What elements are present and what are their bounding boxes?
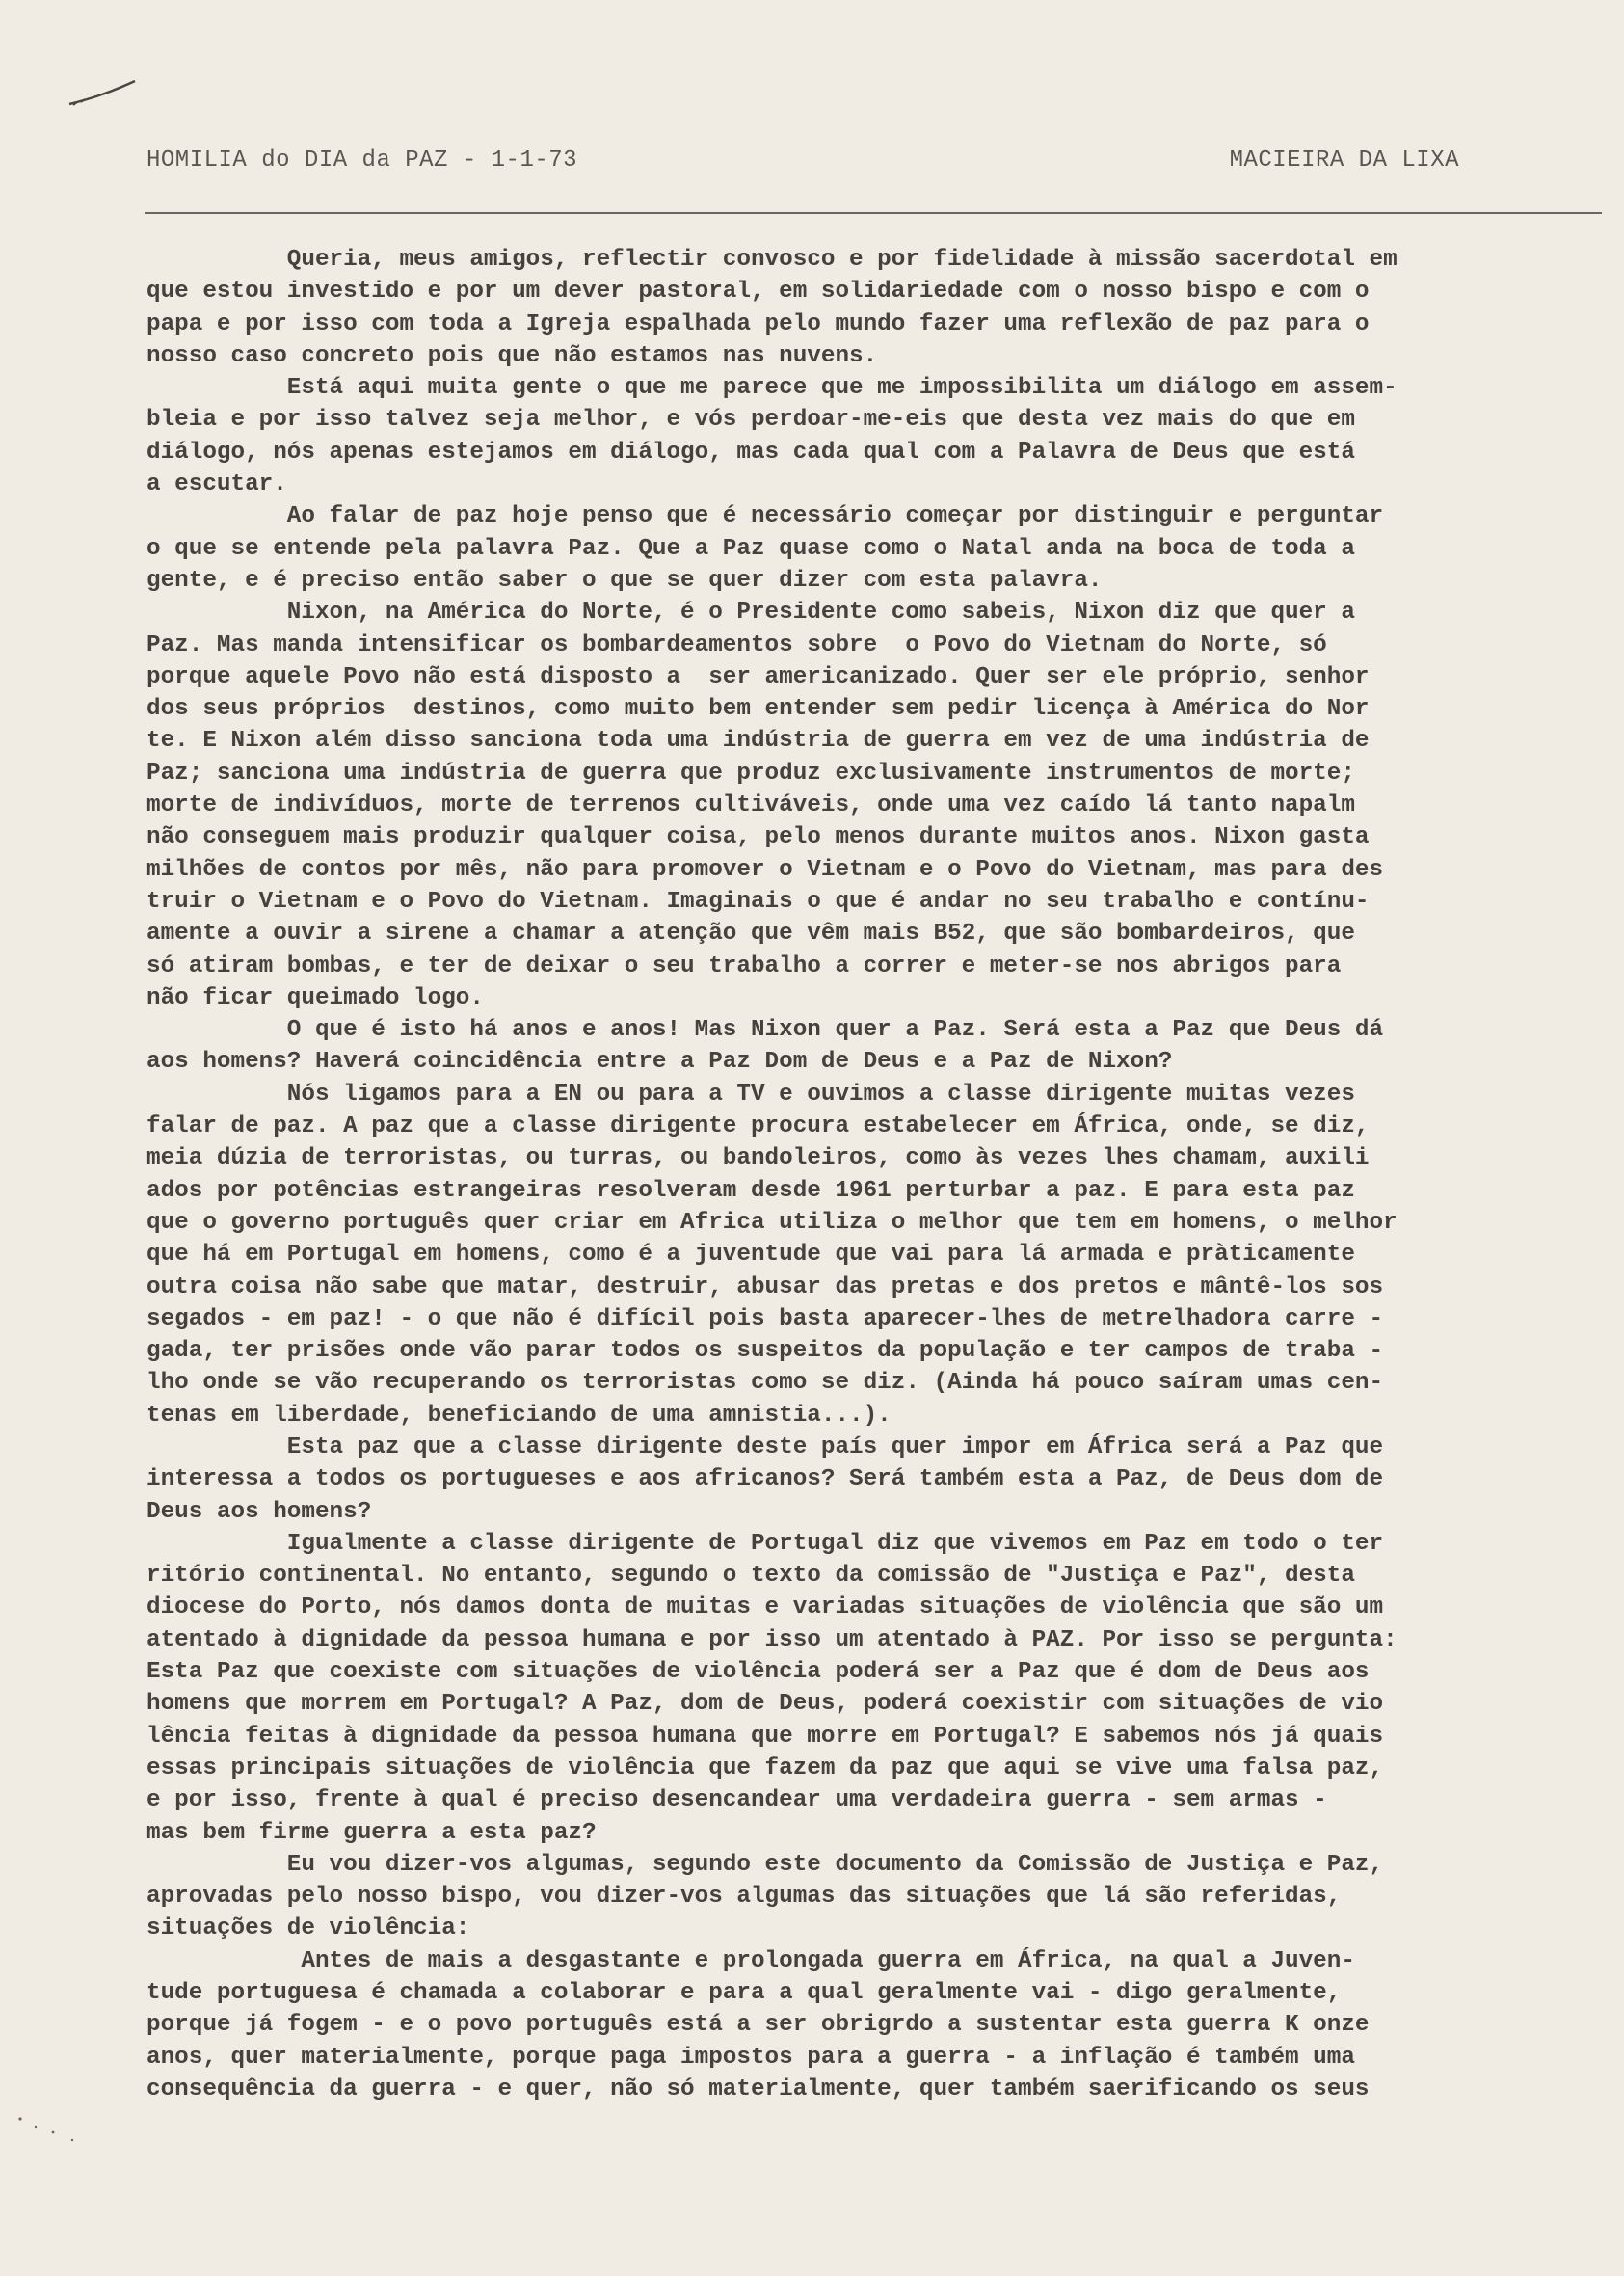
text-line: Esta paz que a classe dirigente deste país quer impor em África será a Paz que — [146, 1433, 1384, 1460]
text-line: aos homens? Haverá coincidência entre a Paz Dom de Deus e a Paz de Nixon? — [146, 1049, 1173, 1076]
text-line: dos seus próprios destinos, como muito bem entender sem pedir licença à América do Nor — [146, 696, 1370, 723]
text-line: atentado à dignidade da pessoa humana e por isso um atentado à PAZ. Por isso se pergunta: — [146, 1626, 1398, 1653]
text-line: Está aqui muita gente o que me parece que me impossibilita um diálogo em assem- — [146, 375, 1398, 402]
text-line: Ao falar de paz hoje penso que é necessário começar por distinguir e perguntar — [146, 503, 1384, 530]
text-line: Queria, meus amigos, reflectir convosco e por fidelidade à missão sacerdotal em — [146, 247, 1398, 273]
text-line: lho onde se vão recuperando os terroristas como se diz. (Ainda há pouco saíram umas cen- — [146, 1370, 1384, 1397]
text-line: não ficar queimado logo. — [146, 984, 484, 1011]
text-line: milhões de contos por mês, não para promover o Vietnam e o Povo do Vietnam, mas para des — [146, 856, 1384, 883]
homily-title: HOMILIA do DIA da PAZ - 1-1-73 — [146, 147, 578, 174]
pen-mark-icon — [67, 75, 145, 114]
text-line: tenas em liberdade, beneficiando de uma amnistia...). — [146, 1402, 892, 1429]
text-line: essas principais situações de violência que fazem da paz que aqui se vive uma falsa paz, — [146, 1754, 1384, 1781]
text-line: morte de indivíduos, morte de terrenos cultiváveis, onde uma vez caído lá tanto napalm — [146, 792, 1355, 819]
text-line: mas bem firme guerra a esta paz? — [146, 1819, 597, 1846]
text-line: falar de paz. A paz que a classe dirigente procura estabelecer em África, onde, se diz, — [146, 1113, 1370, 1140]
text-line: Deus aos homens? — [146, 1498, 372, 1525]
text-line: a escutar. — [146, 471, 287, 498]
text-line: homens que morrem em Portugal? A Paz, dom de Deus, poderá coexistir com situações de vio — [146, 1691, 1384, 1718]
text-line: Igualmente a classe dirigente de Portugal diz que vivemos em Paz em todo o ter — [146, 1530, 1384, 1557]
text-line: que o governo português quer criar em Africa utiliza o melhor que tem em homens, o melhor — [146, 1209, 1398, 1236]
text-line: anos, quer materialmente, porque paga impostos para a guerra - a inflação é também uma — [146, 2044, 1355, 2071]
text-line: não conseguem mais produzir qualquer coisa, pelo menos durante muitos anos. Nixon gasta — [146, 824, 1370, 851]
header-divider — [145, 212, 1602, 214]
text-line: ados por potências estrangeiras resolveram desde 1961 perturbar a paz. E para esta paz — [146, 1177, 1355, 1204]
text-line: diocese do Porto, nós damos donta de muitas e variadas situações de violência que são um — [146, 1594, 1384, 1621]
homily-body — [146, 244, 1544, 2105]
text-line: consequência da guerra - e quer, não só materialmente, quer também saerificando os seus — [146, 2075, 1370, 2102]
text-line: só atiram bombas, e ter de deixar o seu trabalho a correr e meter-se nos abrigos para — [146, 952, 1342, 979]
text-line: e por isso, frente à qual é preciso desencandear uma verdadeira guerra - sem armas - — [146, 1787, 1327, 1814]
text-line: bleia e por isso talvez seja melhor, e vós perdoar-me-eis que desta vez mais do que em — [146, 407, 1355, 434]
text-line: aprovadas pelo nosso bispo, vou dizer-vos algumas das situações que lá são referidas, — [146, 1884, 1342, 1911]
text-line: o que se entende pela palavra Paz. Que a Paz quase como o Natal anda na boca de toda a — [146, 535, 1355, 562]
text-line: gente, e é preciso então saber o que se quer dizer com esta palavra. — [146, 567, 1103, 594]
text-line: Paz. Mas manda intensificar os bombardeamentos sobre o Povo do Vietnam do Norte, só — [146, 631, 1327, 658]
text-line: porque já fogem - e o povo português está a ser obrigrdo a sustentar esta guerra K onze — [146, 2012, 1370, 2039]
text-line: Antes de mais a desgastante e prolongada guerra em África, na qual a Juven- — [146, 1947, 1355, 1974]
text-line: te. E Nixon além disso sanciona toda uma indústria de guerra em vez de uma indústria de — [146, 728, 1370, 755]
text-line: porque aquele Povo não está disposto a ser americanizado. Quer ser ele próprio, senhor — [146, 663, 1370, 690]
text-line: Paz; sanciona uma indústria de guerra que produz exclusivamente instrumentos de morte; — [146, 760, 1355, 787]
text-line: truir o Vietnam e o Povo do Vietnam. Imaginais o que é andar no seu trabalho e contínu- — [146, 888, 1370, 915]
text-line: meia dúzia de terroristas, ou turras, ou bandoleiros, como às vezes lhes chamam, auxili — [146, 1145, 1370, 1172]
paper-specks-icon — [14, 2111, 82, 2150]
text-line: tude portuguesa é chamada a colaborar e para a qual geralmente vai - digo geralmente, — [146, 1980, 1342, 2007]
text-line: nosso caso concreto pois que não estamos nas nuvens. — [146, 342, 878, 369]
parish-name: MACIEIRA DA LIXA — [1229, 147, 1459, 174]
text-line: situações de violência: — [146, 1915, 470, 1942]
text-line: outra coisa não sabe que matar, destruir, abusar das pretas e dos pretos e mântê-los sos — [146, 1273, 1384, 1300]
text-line: ritório continental. No entanto, segundo o texto da comissão de "Justiça e Paz", desta — [146, 1563, 1355, 1590]
text-line: Nós ligamos para a EN ou para a TV e ouvimos a classe dirigente muitas vezes — [146, 1081, 1355, 1108]
text-line: diálogo, nós apenas estejamos em diálogo, mas cada qual com a Palavra de Deus que está — [146, 439, 1355, 466]
text-line: Esta Paz que coexiste com situações de violência poderá ser a Paz que é dom de Deus aos — [146, 1659, 1370, 1686]
text-line: amente a ouvir a sirene a chamar a atenção que vêm mais B52, que são bombardeiros, que — [146, 921, 1355, 948]
text-line: papa e por isso com toda a Igreja espalhada pelo mundo fazer uma reflexão de paz para o — [146, 310, 1370, 337]
text-line: gada, ter prisões onde vão parar todos os suspeitos da população e ter campos de traba - — [146, 1338, 1384, 1365]
text-line: Eu vou dizer-vos algumas, segundo este documento da Comissão de Justiça e Paz, — [146, 1851, 1384, 1878]
text-line: interessa a todos os portugueses e aos africanos? Será também esta a Paz, de Deus dom de — [146, 1466, 1384, 1493]
text-line: que há em Portugal em homens, como é a juventude que vai para lá armada e pràticamente — [146, 1242, 1355, 1269]
text-line: lência feitas à dignidade da pessoa humana que morre em Portugal? E sabemos nós já quais — [146, 1723, 1384, 1750]
text-line: O que é isto há anos e anos! Mas Nixon quer a Paz. Será esta a Paz que Deus dá — [146, 1017, 1384, 1044]
text-line: segados - em paz! - o que não é difícil pois basta aparecer-lhes de metrelhadora carre - — [146, 1305, 1384, 1332]
text-line: que estou investido e por um dever pastoral, em solidariedade com o nosso bispo e com o — [146, 279, 1370, 306]
text-line: Nixon, na América do Norte, é o Presidente como sabeis, Nixon diz que quer a — [146, 600, 1355, 627]
